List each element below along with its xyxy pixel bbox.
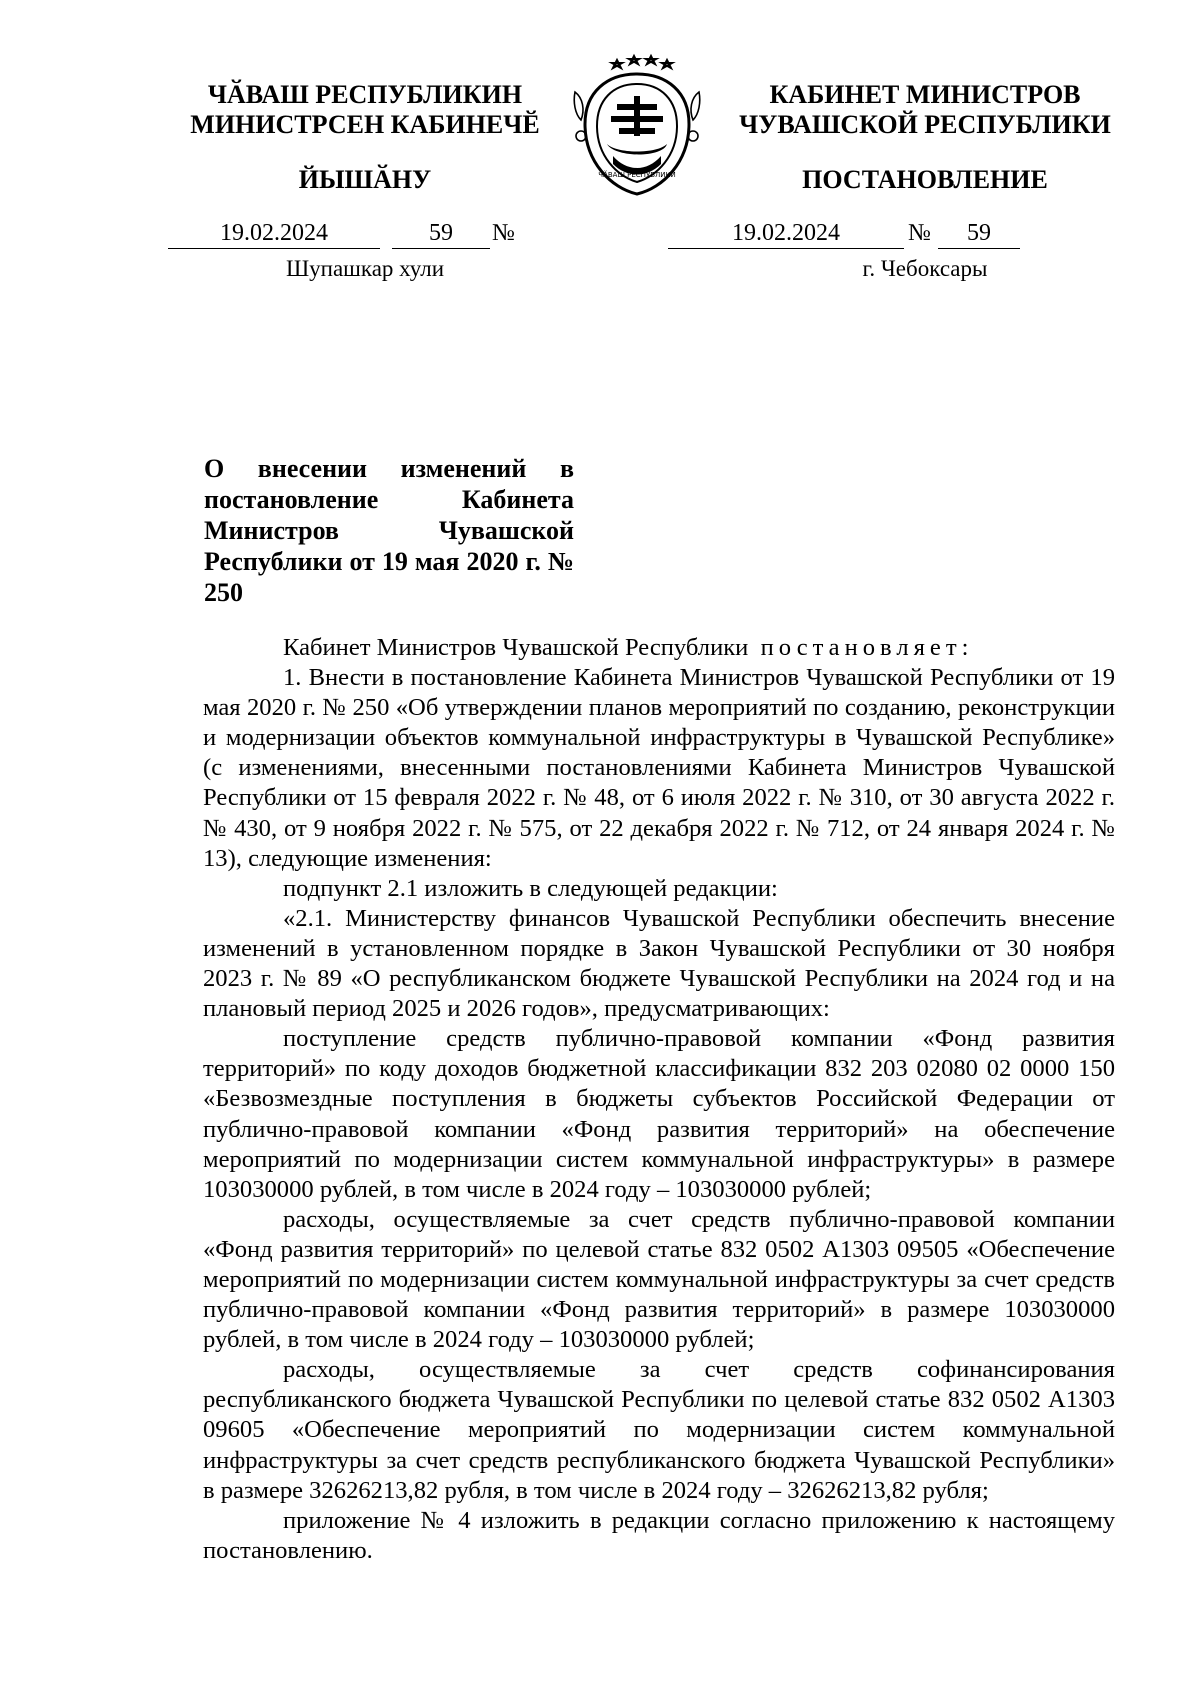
intro-paragraph bbox=[203, 633, 1115, 663]
number-sign-left: № bbox=[492, 220, 515, 246]
header-chuvash-line1: ЧӐВАШ РЕСПУБЛИКИН bbox=[207, 80, 523, 109]
intro-verb: постановляет bbox=[760, 634, 962, 661]
header-chuvash bbox=[160, 80, 570, 140]
doc-type-chuvash: ЙЫШӐНУ bbox=[298, 165, 432, 194]
number-sign-right: № bbox=[908, 220, 931, 246]
document-body bbox=[203, 633, 1115, 1566]
svg-text:ЧӐВАШ РЕСПУБЛИКИ: ЧӐВАШ РЕСПУБЛИКИ bbox=[598, 171, 676, 179]
number-field-right: 59 bbox=[938, 218, 1020, 249]
paragraph-4: поступление средств публично-правовой компании «Фонд развития территорий» по коду доходов бюджетной классификации 832 203 02080 02 0000 150 «Безвозмездные поступления в бюджеты субъектов Российской Федерации от публично-правовой компании «Фонд развития территорий» на обеспечение мероприятий по модернизации систем коммунальной инфраструктуры» в размере 103030000 рублей, в том числе в 2024 году – 103030000 рублей; bbox=[203, 1025, 1115, 1203]
coat-of-arms-icon bbox=[567, 52, 707, 200]
header-russian-line1: КАБИНЕТ МИНИСТРОВ bbox=[769, 80, 1081, 109]
doc-type-russian: ПОСТАНОВЛЕНИЕ bbox=[802, 165, 1048, 194]
paragraph-6: расходы, осуществляемые за счет средств софинансирования республиканского бюджета Чувашской Республики по целевой статье 832 0502 А1303 09605 «Обеспечение мероприятий по модернизации систем коммунальной инфраструктуры за счет средств республиканского бюджета Чувашской Республики» в размере 32626213,82 рубля, в том числе в 2024 году – 32626213,82 рубля; bbox=[203, 1356, 1115, 1504]
document-subject: О внесении изменений в постановление Кабинета Министров Чувашской Республики от 19 мая 2020 г. № 250 bbox=[204, 454, 574, 607]
header-russian bbox=[735, 80, 1115, 140]
paragraph-7: приложение № 4 изложить в редакции согласно приложению к настоящему постановлению. bbox=[203, 1506, 1115, 1564]
city-chuvash: Шупашкар хули bbox=[285, 256, 445, 281]
header-chuvash-line2: МИНИСТРСЕН КАБИНЕЧӖ bbox=[190, 110, 540, 139]
intro-colon: : bbox=[961, 634, 969, 661]
paragraph-3: «2.1. Министерству финансов Чувашской Республики обеспечить внесение изменений в установленном порядке в Закон Чувашской Республики от 30 ноября 2023 г. № 89 «О республиканском бюджете Чувашской Республики на 2024 год и на плановый период 2025 и 2026 годов», предусматривающих: bbox=[203, 904, 1115, 1023]
city-russian: г. Чебоксары bbox=[862, 256, 988, 281]
paragraph-1: 1. Внести в постановление Кабинета Министров Чувашской Республики от 19 мая 2020 г. № 250 «Об утверждении планов мероприятий по созданию, реконструкции и модернизации объектов коммунальной инфраструктуры в Чувашской Республике» (с изменениями, внесенными постановлениями Кабинета Министров Чувашской Республики от 15 февраля 2022 г. № 48, от 6 июля 2022 г. № 310, от 30 августа 2022 г. № 430, от 9 ноября 2022 г. № 575, от 22 декабря 2022 г. № 712, от 24 января 2024 г. № 13), следующие изменения: bbox=[203, 664, 1115, 872]
date-field-right: 19.02.2024 bbox=[668, 218, 904, 249]
number-field-left: 59 bbox=[392, 218, 490, 249]
paragraph-5: расходы, осуществляемые за счет средств публично-правовой компании «Фонд развития территорий» по целевой статье 832 0502 А1303 09505 «Обеспечение мероприятий по модернизации систем коммунальной инфраструктуры за счет средств публично-правовой компании «Фонд развития территорий» в размере 103030000 рублей, в том числе в 2024 году – 103030000 рублей; bbox=[203, 1205, 1115, 1354]
paragraph-2: подпункт 2.1 изложить в следующей редакции: bbox=[283, 874, 778, 902]
intro-prefix: Кабинет Министров Чувашской Республики bbox=[283, 634, 749, 661]
header-russian-line2: ЧУВАШСКОЙ РЕСПУБЛИКИ bbox=[739, 110, 1111, 139]
date-field-left: 19.02.2024 bbox=[168, 218, 380, 249]
